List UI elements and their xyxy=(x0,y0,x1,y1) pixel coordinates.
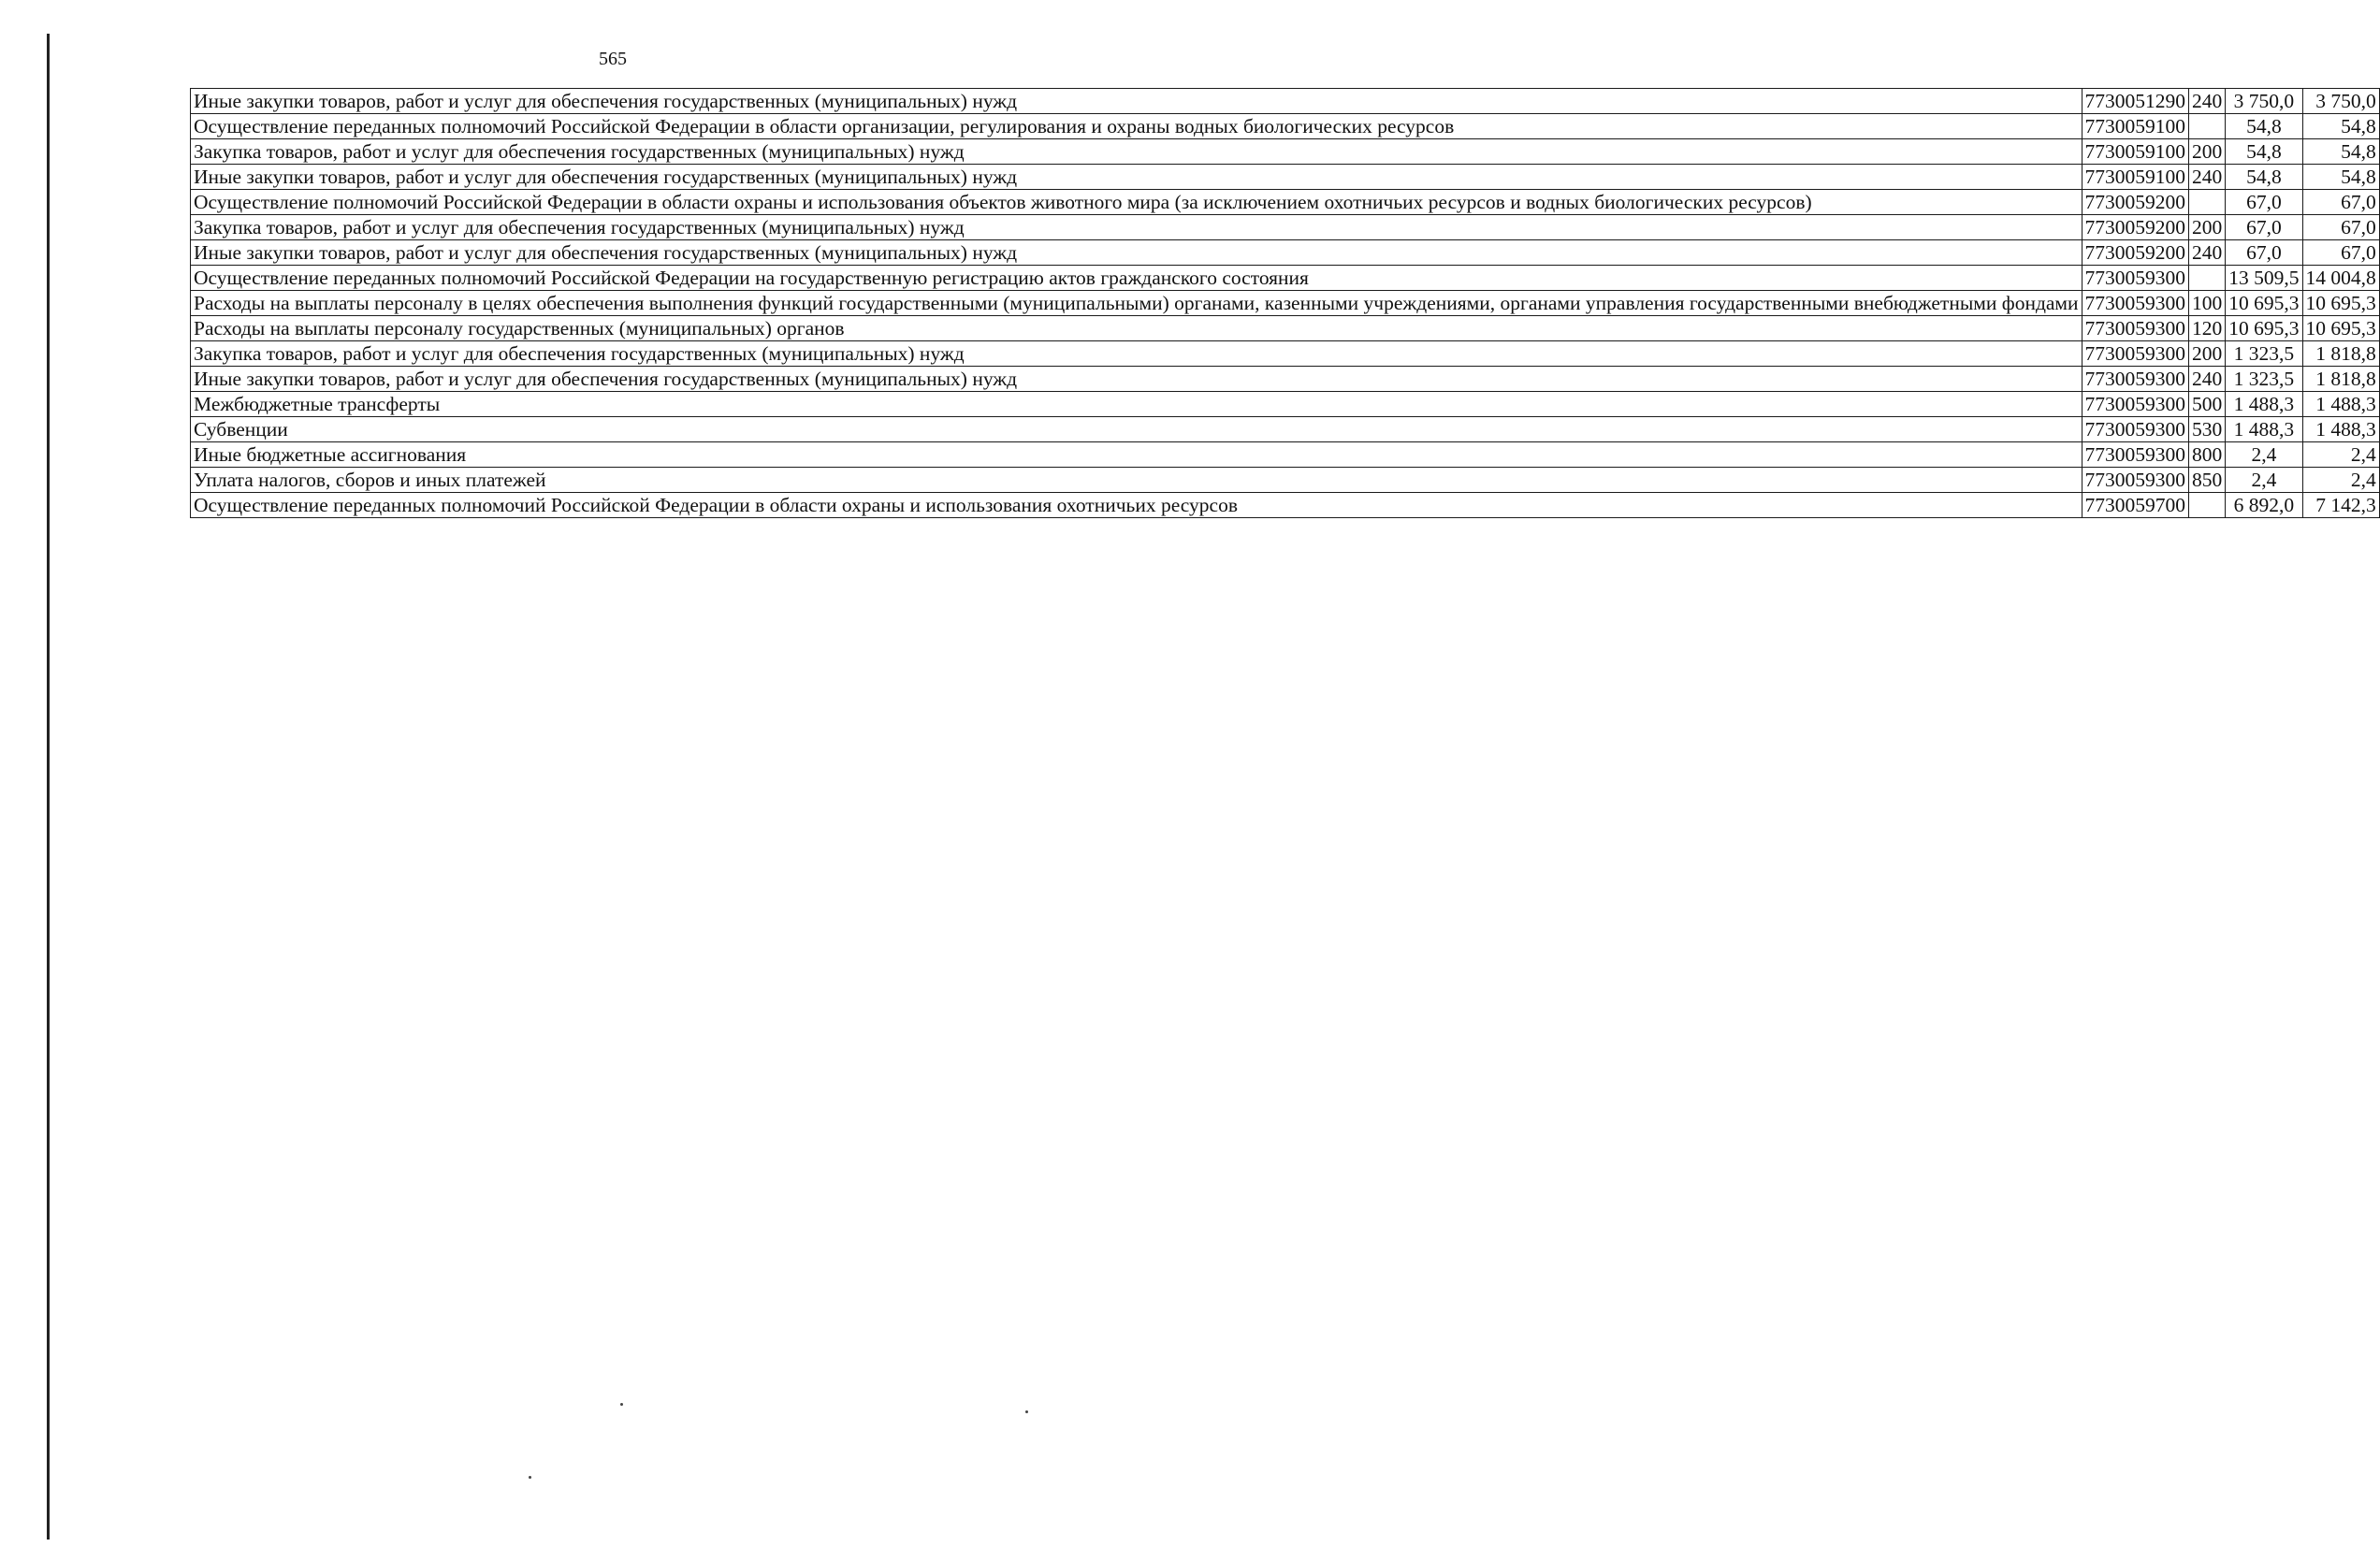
row-code-cell: 7730059300 xyxy=(2082,341,2189,367)
table-row xyxy=(191,240,2380,266)
row-vr-cell xyxy=(2189,266,2226,291)
row-amount-2-cell: 1 488,3 xyxy=(2302,417,2379,442)
table-row xyxy=(191,442,2380,468)
table-row xyxy=(191,266,2380,291)
row-amount-1-cell: 67,0 xyxy=(2226,240,2302,266)
row-code-cell: 7730059100 xyxy=(2082,165,2189,190)
row-amount-2-cell: 67,0 xyxy=(2302,190,2379,215)
row-vr-cell: 500 xyxy=(2189,392,2226,417)
row-amount-1-cell: 67,0 xyxy=(2226,215,2302,240)
row-amount-2-cell: 54,8 xyxy=(2302,139,2379,165)
table-row xyxy=(191,114,2380,139)
row-code-cell: 7730059200 xyxy=(2082,215,2189,240)
row-vr-cell xyxy=(2189,114,2226,139)
row-vr-cell: 120 xyxy=(2189,316,2226,341)
row-name-cell: Осуществление переданных полномочий Российской Федерации в области организации, регулирования и охраны водных биологических ресурсов xyxy=(191,114,2082,139)
row-vr-cell: 200 xyxy=(2189,215,2226,240)
row-vr-cell: 240 xyxy=(2189,367,2226,392)
row-code-cell: 7730059100 xyxy=(2082,114,2189,139)
table-row xyxy=(191,291,2380,316)
page-number: 565 xyxy=(599,49,627,69)
row-amount-2-cell: 7 142,3 xyxy=(2302,493,2379,518)
row-name-cell: Закупка товаров, работ и услуг для обеспечения государственных (муниципальных) нужд xyxy=(191,341,2082,367)
table-row xyxy=(191,367,2380,392)
table-row xyxy=(191,215,2380,240)
row-amount-2-cell: 54,8 xyxy=(2302,114,2379,139)
row-code-cell: 7730059200 xyxy=(2082,190,2189,215)
row-name-cell: Расходы на выплаты персоналу государственных (муниципальных) органов xyxy=(191,316,2082,341)
row-amount-2-cell: 10 695,3 xyxy=(2302,291,2379,316)
row-vr-cell: 800 xyxy=(2189,442,2226,468)
row-amount-1-cell: 67,0 xyxy=(2226,190,2302,215)
row-vr-cell: 530 xyxy=(2189,417,2226,442)
row-name-cell: Иные закупки товаров, работ и услуг для обеспечения государственных (муниципальных) нужд xyxy=(191,165,2082,190)
table-row xyxy=(191,89,2380,114)
row-amount-1-cell: 1 488,3 xyxy=(2226,417,2302,442)
row-name-cell: Субвенции xyxy=(191,417,2082,442)
row-name-cell: Закупка товаров, работ и услуг для обеспечения государственных (муниципальных) нужд xyxy=(191,215,2082,240)
row-amount-2-cell: 14 004,8 xyxy=(2302,266,2379,291)
row-amount-1-cell: 10 695,3 xyxy=(2226,291,2302,316)
row-amount-1-cell: 2,4 xyxy=(2226,442,2302,468)
row-amount-1-cell: 1 488,3 xyxy=(2226,392,2302,417)
row-code-cell: 7730059700 xyxy=(2082,493,2189,518)
row-code-cell: 7730059300 xyxy=(2082,442,2189,468)
table-row xyxy=(191,139,2380,165)
table-row xyxy=(191,493,2380,518)
row-amount-1-cell: 2,4 xyxy=(2226,468,2302,493)
row-amount-1-cell: 3 750,0 xyxy=(2226,89,2302,114)
row-name-cell: Иные бюджетные ассигнования xyxy=(191,442,2082,468)
row-amount-2-cell: 67,0 xyxy=(2302,215,2379,240)
row-code-cell: 7730059300 xyxy=(2082,468,2189,493)
table-row xyxy=(191,417,2380,442)
row-amount-2-cell: 2,4 xyxy=(2302,442,2379,468)
row-name-cell: Расходы на выплаты персоналу в целях обеспечения выполнения функций государственными (муниципальными) органами, казенными учреждениями, органами управления государственными внебюджетными фондами xyxy=(191,291,2082,316)
row-name-cell: Уплата налогов, сборов и иных платежей xyxy=(191,468,2082,493)
row-amount-2-cell: 54,8 xyxy=(2302,165,2379,190)
row-amount-2-cell: 1 818,8 xyxy=(2302,341,2379,367)
row-code-cell: 7730059300 xyxy=(2082,417,2189,442)
row-code-cell: 7730059200 xyxy=(2082,240,2189,266)
row-amount-1-cell: 6 892,0 xyxy=(2226,493,2302,518)
table-row xyxy=(191,316,2380,341)
row-amount-1-cell: 1 323,5 xyxy=(2226,341,2302,367)
row-name-cell: Осуществление полномочий Российской Федерации в области охраны и использования объектов животного мира (за исключением охотничьих ресурсов и водных биологических ресурсов) xyxy=(191,190,2082,215)
row-amount-2-cell: 1 488,3 xyxy=(2302,392,2379,417)
scan-speck xyxy=(529,1476,531,1479)
row-vr-cell: 200 xyxy=(2189,341,2226,367)
row-name-cell: Закупка товаров, работ и услуг для обеспечения государственных (муниципальных) нужд xyxy=(191,139,2082,165)
row-code-cell: 7730059300 xyxy=(2082,266,2189,291)
row-vr-cell: 850 xyxy=(2189,468,2226,493)
row-amount-2-cell: 3 750,0 xyxy=(2302,89,2379,114)
row-name-cell: Иные закупки товаров, работ и услуг для обеспечения государственных (муниципальных) нужд xyxy=(191,89,2082,114)
row-vr-cell xyxy=(2189,190,2226,215)
scan-speck xyxy=(620,1403,623,1406)
row-amount-2-cell: 10 695,3 xyxy=(2302,316,2379,341)
row-amount-1-cell: 54,8 xyxy=(2226,165,2302,190)
table-row xyxy=(191,468,2380,493)
row-name-cell: Межбюджетные трансферты xyxy=(191,392,2082,417)
row-vr-cell: 240 xyxy=(2189,89,2226,114)
budget-table xyxy=(190,88,2380,518)
table-row xyxy=(191,165,2380,190)
row-vr-cell: 240 xyxy=(2189,165,2226,190)
table-row xyxy=(191,341,2380,367)
row-code-cell: 7730059300 xyxy=(2082,316,2189,341)
row-amount-1-cell: 13 509,5 xyxy=(2226,266,2302,291)
row-vr-cell: 240 xyxy=(2189,240,2226,266)
row-amount-2-cell: 1 818,8 xyxy=(2302,367,2379,392)
row-amount-1-cell: 1 323,5 xyxy=(2226,367,2302,392)
row-code-cell: 7730051290 xyxy=(2082,89,2189,114)
row-code-cell: 7730059100 xyxy=(2082,139,2189,165)
row-code-cell: 7730059300 xyxy=(2082,392,2189,417)
row-amount-1-cell: 54,8 xyxy=(2226,114,2302,139)
row-amount-1-cell: 10 695,3 xyxy=(2226,316,2302,341)
left-margin-line xyxy=(47,34,50,1540)
row-name-cell: Осуществление переданных полномочий Российской Федерации на государственную регистрацию актов гражданского состояния xyxy=(191,266,2082,291)
scan-speck xyxy=(1025,1410,1028,1413)
row-code-cell: 7730059300 xyxy=(2082,367,2189,392)
row-vr-cell: 200 xyxy=(2189,139,2226,165)
row-amount-1-cell: 54,8 xyxy=(2226,139,2302,165)
row-code-cell: 7730059300 xyxy=(2082,291,2189,316)
table-row xyxy=(191,190,2380,215)
row-name-cell: Осуществление переданных полномочий Российской Федерации в области охраны и использования охотничьих ресурсов xyxy=(191,493,2082,518)
row-name-cell: Иные закупки товаров, работ и услуг для обеспечения государственных (муниципальных) нужд xyxy=(191,367,2082,392)
table-row xyxy=(191,392,2380,417)
row-vr-cell: 100 xyxy=(2189,291,2226,316)
row-amount-2-cell: 2,4 xyxy=(2302,468,2379,493)
row-name-cell: Иные закупки товаров, работ и услуг для обеспечения государственных (муниципальных) нужд xyxy=(191,240,2082,266)
row-vr-cell xyxy=(2189,493,2226,518)
budget-table-body xyxy=(191,89,2380,518)
row-amount-2-cell: 67,0 xyxy=(2302,240,2379,266)
